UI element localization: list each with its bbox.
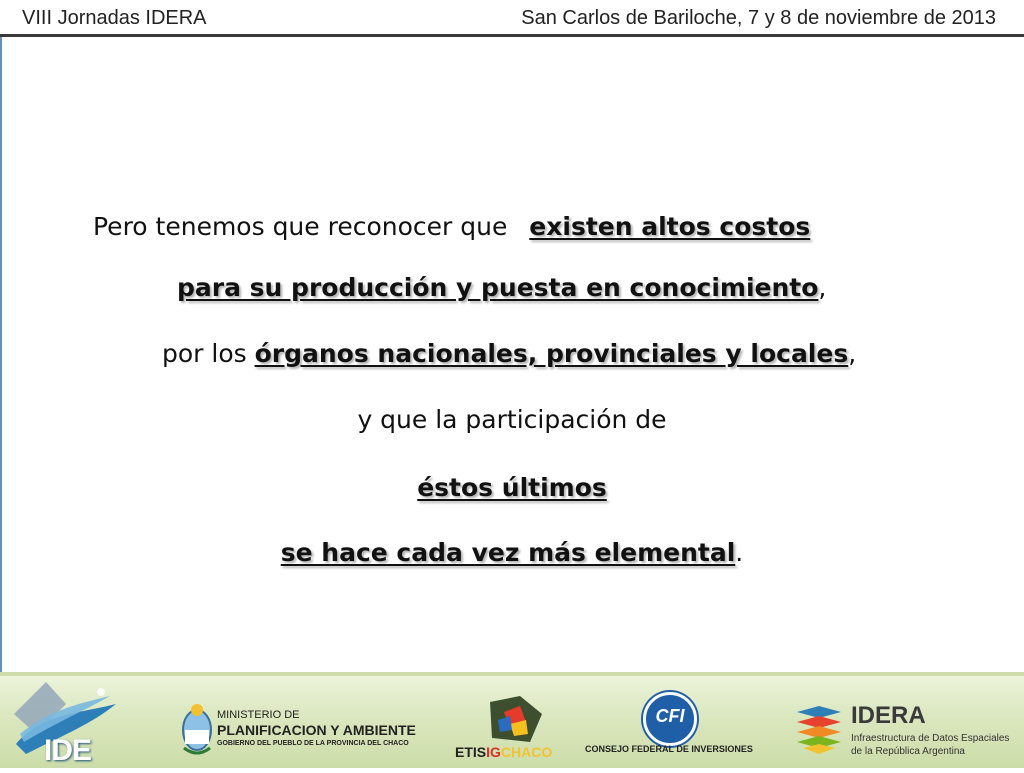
idera-logo: [795, 702, 1020, 762]
emphasis-text: para su producción y puesta en conocimiento: [177, 273, 819, 302]
etisig-chaco-text: [455, 744, 552, 760]
cfi-mark: CFI: [655, 706, 685, 726]
body-text: Pero tenemos que reconocer que: [93, 212, 516, 241]
body-line-1: [93, 212, 810, 241]
ide-logo: [6, 674, 126, 768]
body-text: por los: [162, 339, 255, 368]
idera-subtitle-2: de la República Argentina: [851, 746, 965, 757]
emphasis-text: órganos nacionales, provinciales y locales: [254, 339, 849, 368]
idera-title: IDERA: [851, 702, 926, 729]
footer-top-edge: [0, 672, 1024, 676]
event-location-date: San Carlos de Bariloche, 7 y 8 de noviembre de 2013: [521, 7, 996, 29]
idera-layers-icon: [795, 704, 843, 756]
body-text: ,: [818, 273, 827, 302]
body-line-2: [177, 273, 826, 302]
body-line-4: [0, 405, 1024, 434]
event-title: VIII Jornadas IDERA: [22, 7, 207, 29]
etisig-part-c: CHACO: [500, 744, 553, 760]
ministerio-logo: [180, 702, 450, 758]
body-line-5: [0, 473, 1024, 502]
ministerio-line-3: GOBIERNO DEL PUEBLO DE LA PROVINCIA DEL CHACO: [217, 740, 409, 747]
footer-logo-band: [0, 672, 1024, 768]
ide-logo-text: IDE: [44, 734, 92, 767]
emphasis-text: éstos últimos: [417, 473, 607, 502]
body-line-3: [162, 339, 856, 368]
body-line-6: [0, 538, 1024, 567]
body-text: .: [735, 538, 744, 567]
etisig-part-b: IG: [486, 744, 501, 760]
cfi-caption: CONSEJO FEDERAL DE INVERSIONES: [585, 744, 753, 754]
idera-subtitle-1: Infraestructura de Datos Espaciales: [851, 733, 1010, 744]
coat-of-arms-icon: [180, 702, 214, 758]
body-text: y que la participación de: [357, 405, 667, 434]
ministerio-line-2: PLANIFICACION Y AMBIENTE: [217, 722, 416, 738]
etisig-shape-icon: [480, 694, 550, 744]
ministerio-line-1: MINISTERIO DE: [217, 709, 300, 721]
emphasis-text: existen altos costos: [529, 212, 811, 241]
emphasis-text: se hace cada vez más elemental: [280, 538, 736, 567]
cfi-logo: [585, 690, 753, 762]
etisig-part-a: ETIS: [455, 744, 487, 760]
etisig-chaco-logo: [455, 694, 575, 766]
body-text: ,: [848, 339, 857, 368]
